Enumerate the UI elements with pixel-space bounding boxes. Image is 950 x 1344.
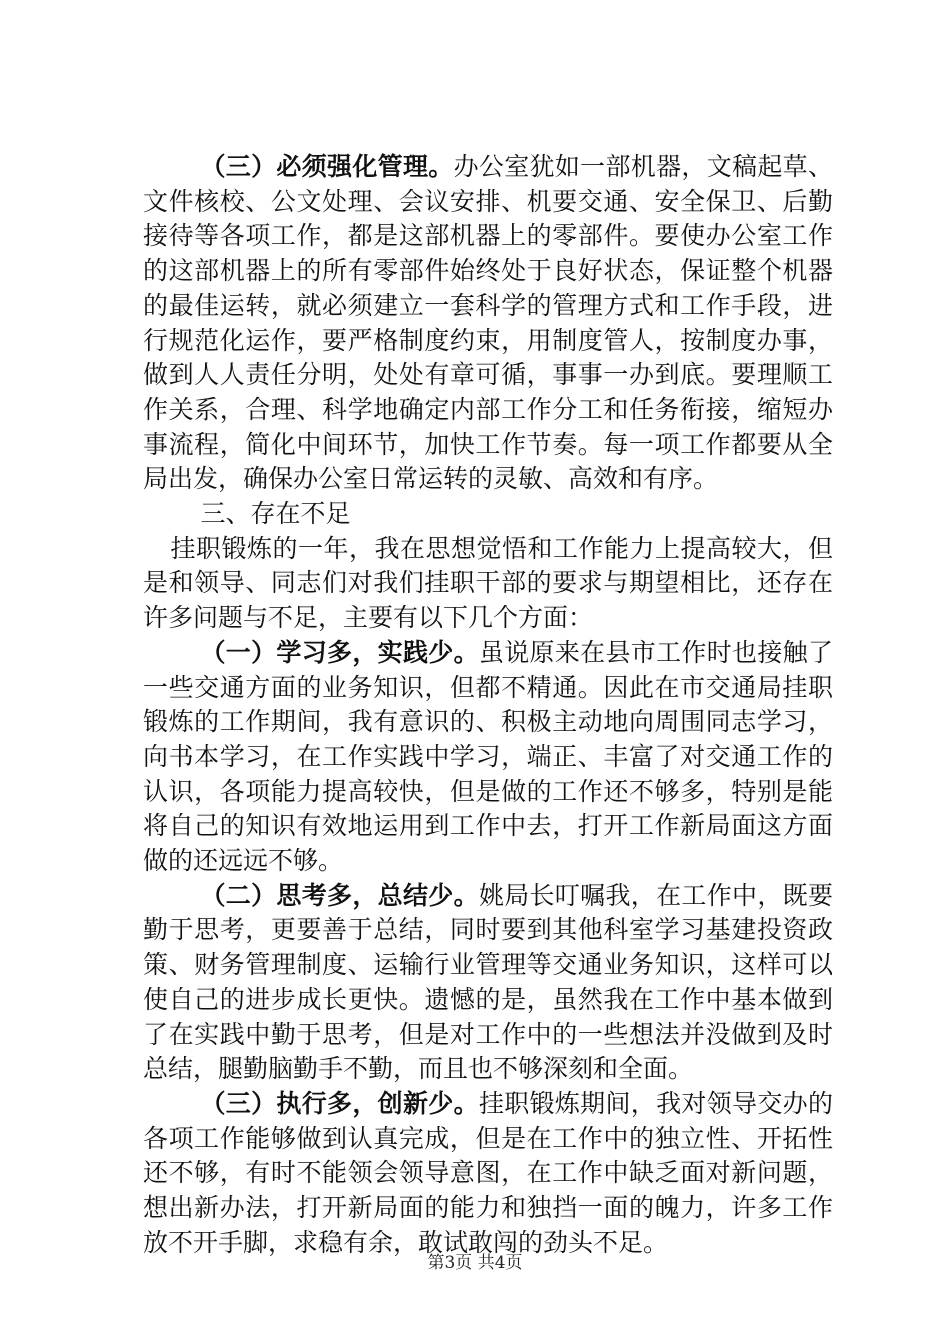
paragraph-lead: （一）学习多，实践少。 [200,637,479,667]
section-heading-shortcomings: 三、存在不足 [200,499,351,529]
document-body [143,150,833,1261]
paragraph-thinking-summary [143,879,833,1087]
paragraph-execution-innovation [143,1087,833,1261]
page-footer: 第3页 共4页 [427,1253,523,1273]
paragraph-text: 办公室犹如一部机器，文稿起草、文件核校、公文处理、会议安排、机要交通、安全保卫、后勤接待等各项工作，都是这部机器上的零部件。要使办公室工作的这部机器上的所有零部件始终处于良好状态，保证整个机器的最佳运转，就必须建立一套科学的管理方式和工作手段，进行规范化运作，要严格制度约束，用制度管人，按制度办事，做到人人责任分明，处处有章可循，事事一办到底。要理顺工作关系，合理、科学地确定内部工作分工和任务衔接，缩短办事流程，简化中间环节，加快工作节奏。每一项工作都要从全局出发，确保办公室日常运转的灵敏、高效和有序。 [143,152,833,494]
paragraph-text: 挂职锻炼期间，我对领导交办的各项工作能够做到认真完成，但是在工作中的独立性、开拓性还不够，有时不能领会领导意图，在工作中缺乏面对新问题，想出新办法，打开新局面的能力和独挡一面的魄力，许多工作放不开手脚，求稳有余，敢试敢闯的劲头不足。 [143,1088,833,1257]
paragraph-learning-practice [143,636,833,879]
paragraph-strengthen-management [143,150,833,497]
paragraph-lead: （三）执行多，创新少。 [200,1088,479,1118]
paragraph-intro: 挂职锻炼的一年，我在思想觉悟和工作能力上提高较大，但是和领导、同志们对我们挂职干部的要求与期望相比，还存在许多问题与不足，主要有以下几个方面： [143,533,833,633]
paragraph-text: 虽说原来在县市工作时也接触了一些交通方面的业务知识，但都不精通。因此在市交通局挂职锻炼的工作期间，我有意识的、积极主动地向周围同志学习，向书本学习，在工作实践中学习，端正、丰富了对交通工作的认识，各项能力提高较快，但是做的工作还不够多，特别是能将自己的知识有效地运用到工作中去，打开工作新局面这方面做的还远远不够。 [143,637,833,876]
paragraph-text: 姚局长叮嘱我，在工作中，既要勤于思考，更要善于总结，同时要到其他科室学习基建投资政策、财务管理制度、运输行业管理等交通业务知识，这样可以使自己的进步成长更快。遗憾的是，虽然我在工作中基本做到了在实践中勤于思考，但是对工作中的一些想法并没做到及时总结，腿勤脑勤手不勤，而且也不够深刻和全面。 [143,880,833,1084]
paragraph-lead: （二）思考多，总结少。 [200,880,479,910]
paragraph-lead: （三）必须强化管理。 [200,152,454,181]
